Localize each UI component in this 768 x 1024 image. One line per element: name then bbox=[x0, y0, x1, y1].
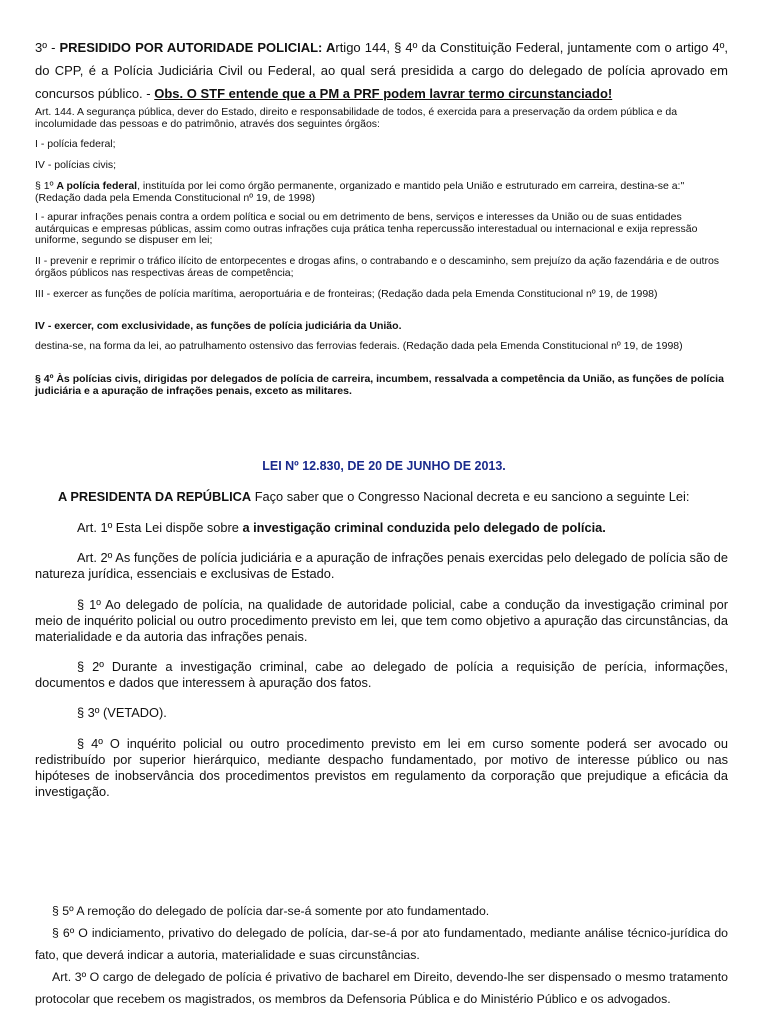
lei-art-1 bbox=[77, 520, 728, 536]
intro-text: rtigo 144, § 4º da Constituição Federal, juntamente com o artigo 4º, do CPP, é a Polícia Judiciária Civil ou Federal, ao qual será presidida a cargo do delegado de polícia aprovado em concursos público. - bbox=[35, 40, 729, 101]
lei-art-2: Art. 2º As funções de polícia judiciária e a apuração de infrações penais exercidas pelo delegado de polícia são de natureza jurídica, essenciais e exclusivas de Estado. bbox=[35, 550, 728, 581]
art144-item-iv: IV - polícias civis; bbox=[35, 159, 117, 171]
art144-inciso-iii: III - exercer as funções de polícia marítima, aeroportuária e de fronteiras; (Redação dada pela Emenda Constitucional nº 19, de 1998) bbox=[35, 288, 658, 300]
lei-art-2-paragraph-6: § 6º O indiciamento, privativo do delegado de polícia, dar-se-á por ato fundamentado, mediante análise técnico-jurídica do fato, que deverá indicar a autoria, materialidade e suas circunstâncias. bbox=[35, 926, 728, 962]
art144-item-i: I - polícia federal; bbox=[35, 138, 116, 150]
art1-bold: a investigação criminal conduzida pelo delegado de polícia. bbox=[242, 520, 606, 535]
art144-paragraph-1 bbox=[35, 181, 728, 204]
presidenta-bold: A PRESIDENTA DA REPÚBLICA bbox=[58, 489, 252, 504]
p1-bold: A polícia federal bbox=[56, 180, 138, 192]
p1-prefix: § 1º bbox=[35, 180, 57, 192]
lei-art-2-paragraph-5: § 5º A remoção do delegado de polícia dar-se-á somente por ato fundamentado. bbox=[52, 904, 490, 918]
presidenta-rest: Faço saber que o Congresso Nacional decreta e eu sanciono a seguinte Lei: bbox=[251, 489, 690, 504]
lei-art-3: Art. 3º O cargo de delegado de polícia é privativo de bacharel em Direito, devendo-lhe ser dispensado o mesmo tratamento protocolar que recebem os magistrados, os membros da Defensoria Pública e do Ministério Público e os advogados. bbox=[35, 970, 728, 1006]
intro-paragraph bbox=[35, 36, 728, 105]
lei-art-2-paragraph-2: § 2º Durante a investigação criminal, cabe ao delegado de polícia a requisição de perícia, informações, documentos e dados que interessem à apuração dos fatos. bbox=[35, 659, 728, 690]
art144-inciso-iv: IV - exercer, com exclusividade, as funções de polícia judiciária da União. bbox=[35, 320, 402, 332]
art144-inciso-ii: II - prevenir e reprimir o tráfico ilícito de entorpecentes e drogas afins, o contrabando e o descaminho, sem prejuízo da ação fazendária e de outros órgãos públicos nas respectivas áreas de competência; bbox=[35, 255, 720, 279]
lei-art-2-paragraph-1: § 1º Ao delegado de polícia, na qualidade de autoridade policial, cabe a condução da investigação criminal por meio de inquérito policial ou outro procedimento previsto em lei, que tem como objetivo a apuração das circunstâncias, da materialidade e da autoria das infrações penais. bbox=[35, 597, 728, 644]
art1-prefix: Art. 1º Esta Lei dispõe sobre bbox=[77, 520, 243, 535]
lei-presidenta bbox=[58, 489, 728, 505]
intro-obs: Obs. O STF entende que a PM a PRF podem lavrar termo circunstanciado! bbox=[154, 86, 613, 101]
p1-rest: , instituída por lei como órgão permanente, organizado e mantido pela União e estruturado em carreira, destina-se a:" (Redação dada pela Emenda Constitucional nº 19, de 1998) bbox=[35, 180, 685, 204]
lei-art-2-paragraph-4: § 4º O inquérito policial ou outro procedimento previsto em lei em curso somente poderá ser avocado ou redistribuído por superior hierárquico, mediante despacho fundamentado, por motivo de interesse público ou nas hipóteses de inobservância dos procedimentos previstos em regulamento da corporação que prejudique a eficácia da investigação. bbox=[35, 736, 728, 799]
art144-paragraph-4: § 4º Às polícias civis, dirigidas por delegados de polícia de carreira, incumbem, ressalvada a competência da União, as funções de polícia judiciária e a apuração de infrações penais, exceto as militares. bbox=[35, 373, 724, 397]
intro-prefix: 3º - bbox=[35, 40, 60, 55]
lei-title: LEI Nº 12.830, DE 20 DE JUNHO DE 2013. bbox=[262, 459, 506, 473]
intro-heading: PRESIDIDO POR AUTORIDADE POLICIAL: A bbox=[59, 40, 336, 55]
lei-art-2-paragraph-3: § 3º (VETADO). bbox=[77, 705, 167, 720]
art144-inciso-i: I - apurar infrações penais contra a ordem política e social ou em detrimento de bens, serviços e interesses da União ou de suas entidades autárquicas e empresas públicas, assim como outras infrações cuja prática tenha repercussão interestadual ou internacional e exija repressão uniforme, segundo se dispuser em lei; bbox=[35, 211, 698, 246]
art144-caput: Art. 144. A segurança pública, dever do Estado, direito e responsabilidade de todos, é exercida para a preservação da ordem pública e da incolumidade das pessoas e do patrimônio, através dos seguintes órgãos: bbox=[35, 106, 678, 130]
art144-destina: destina-se, na forma da lei, ao patrulhamento ostensivo das ferrovias federais. (Redação dada pela Emenda Constitucional nº 19, de 1998) bbox=[35, 340, 683, 352]
